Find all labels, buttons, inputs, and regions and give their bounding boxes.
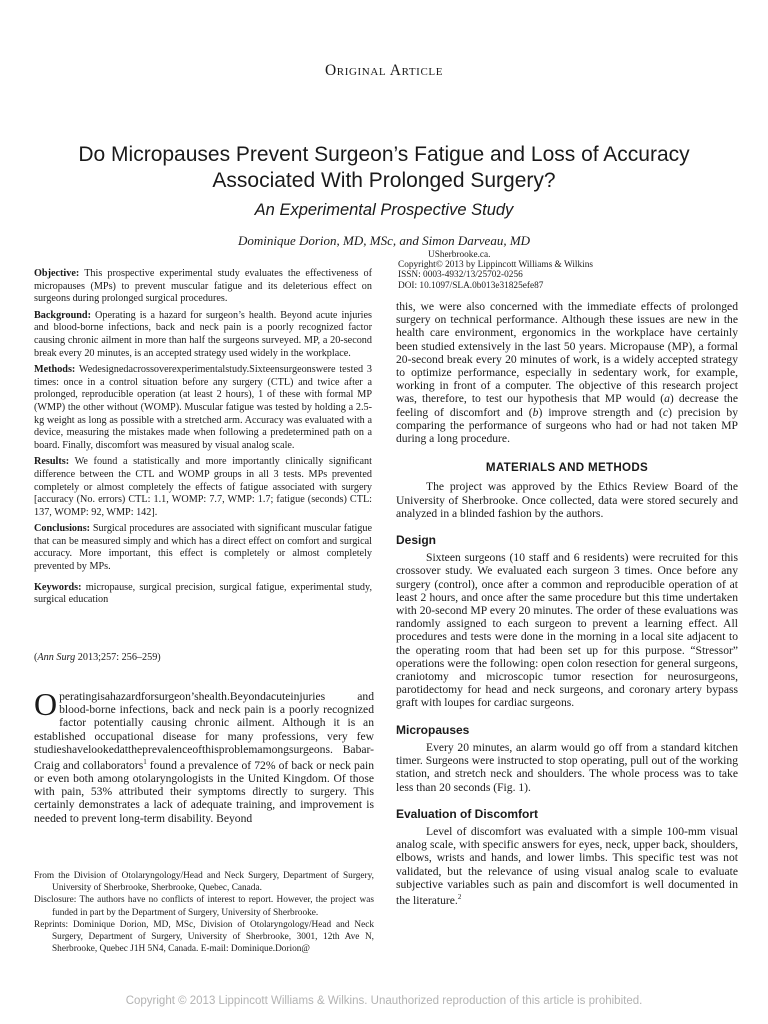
citation-journal: Ann Surg xyxy=(37,652,76,663)
article-title xyxy=(40,142,728,194)
email-continuation: USherbrooke.ca. xyxy=(428,250,491,260)
objective-text: This prospective experimental study evaluates the effectiveness of micropauses (MPs) to prevent muscular fatigue and its deleterious effect on surgeons during prolonged surgical procedures. xyxy=(34,268,372,305)
title-line-1: Do Micropauses Prevent Surgeon’s Fatigue and Loss of Accuracy xyxy=(78,143,690,166)
discomfort-ref: 2 xyxy=(457,892,462,901)
intro-ref-1: 1 xyxy=(143,758,147,767)
methods-text: Wedesignedacrossoverexperimentalstudy.Sixteensurgeonswere tested 3 times: once in a control situation before any surgery (CTL) and twice after a prolonged, reproducible operation (at least 2 hours), 1 of these with formal MP (WMP) the other without (WOMP). Muscular fatigue was tested by holding a 2.5-kg weight as long as possible with a stretched arm. Accuracy was evaluated with a device, measuring the mistakes made when following a predetermined path on a board. Finally, discomfort was measured by visual analog scale. xyxy=(34,364,372,451)
abstract-methods xyxy=(34,364,372,452)
keywords-text: micropause, surgical precision, surgical fatigue, experimental study, surgical education xyxy=(34,581,372,606)
footnote-affiliation: From the Division of Otolaryngology/Head and Neck Surgery, Department of Surgery, University of Sherbrooke, Sherbrooke, Quebec, Canada. xyxy=(34,871,374,894)
intro-cont-text-4: ) precision by comparing the performance of surgeons who had or had not taken MP during a long procedure. xyxy=(396,405,739,446)
intro-text-1: peratingisahazardforsurgeon’shealth.Beyondacuteinjuries and blood-borne infections, back and neck pain is a poorly recognized factor potentially causing chronic ailment. Although it is an established occupational disease for many professions, very few studieshavelookedattheprevalenceofthisproblemamongsurgeons. Babar-Craig and collaborators xyxy=(34,690,374,772)
results-text: We found a statistically and more importantly clinically significant difference between the CTL and WOMP groups in all 3 tests. MPs prevented completely or almost completely the effects of fatigue associated with surgery [accuracy (No. errors) CTL: 1.1, WOMP: 7.7, WMP: 1.7; fatigue (seconds) CTL: 137, WOMP: 92, WMP: 142]. xyxy=(34,456,372,518)
citation: (Ann Surg 2013;257: 256–259) xyxy=(34,652,161,663)
discomfort-text: Level of discomfort was evaluated with a simple 100-mm visual analog scale, with specific answers for eyes, neck, upper back, shoulders, elbows, wrists and hands, and lower limbs. This specific test was not validated, but the relevance of using visual analog scale to evaluate subjective variables such as pain and discomfort is well documented in the literature. xyxy=(396,824,738,907)
materials-text: The project was approved by the Ethics Review Board of the University of Sherbrooke. Once collected, data were stored securely and analyzed in a blinded fashion by the authors. xyxy=(396,480,738,520)
drop-cap: O xyxy=(34,686,58,722)
issn-line: ISSN: 0003-4932/13/25702-0256 xyxy=(398,270,523,281)
footnote-reprints: Reprints: Dominique Dorion, MD, MSc, Division of Otolaryngology/Head and Neck Surgery, Department of Surgery, University of Sherbrooke, 3001, 12th Ave N, Sherbrooke, Quebec J1H 5N4, Canada. E-mail: Dominique.Dorion@ xyxy=(34,919,374,955)
footnote-disclosure: Disclosure: The authors have no conflicts of interest to report. However, the project was funded in part by the Department of Surgery, University of Sherbrooke. xyxy=(34,895,374,918)
design-heading: Design xyxy=(396,533,437,548)
introduction xyxy=(34,686,374,825)
conclusions-text: Surgical procedures are associated with significant muscular fatigue that can be measured simply and which has a direct effect on comfort and surgical accuracy. More important, this effect is completely or almost completely prevented by MPs. xyxy=(34,523,373,573)
background-label: Background: xyxy=(34,309,91,321)
title-line-2: Associated With Prolonged Surgery? xyxy=(212,169,556,192)
background-text: Operating is a hazard for surgeon’s health. Beyond acute injuries and blood-borne infections, back and neck pain is a poorly recognized factor causing chronic ailment in more than half the surgeons surveyed. MP, a 20-second break every 20 minutes, is an accepted strategy used widely in the workplace. xyxy=(34,309,373,359)
footnotes xyxy=(34,870,374,955)
intro-continuation xyxy=(396,300,738,445)
abstract-conclusions xyxy=(34,523,372,573)
section-label: Original Article xyxy=(324,62,444,79)
right-column xyxy=(396,300,738,907)
copyright-line: Copyright© 2013 by Lippincott Williams & Wilkins xyxy=(398,260,594,271)
keywords-label: Keywords: xyxy=(34,581,82,593)
conclusions-label: Conclusions: xyxy=(34,523,91,535)
intro-text-2: found a prevalence of 72% of back or neck pain or even both among otolaryngologists in the United Kingdom. Of those with pain, 53% attributed their symptoms directly to surgery. This certainly demonstrates a lack of adequate training, and improvement is needed to prevent long-term disability. Beyond xyxy=(34,758,374,825)
discomfort-paragraph xyxy=(396,825,738,907)
discomfort-heading: Evaluation of Discomfort xyxy=(396,806,539,821)
copyright-notice: Copyright © 2013 Lippincott Williams & Wilkins. Unauthorized reproduction of this article is prohibited. xyxy=(125,995,643,1007)
abstract-background xyxy=(34,310,372,360)
abstract-objective xyxy=(34,268,372,306)
hyp-b: b xyxy=(532,405,539,419)
objective-label: Objective: xyxy=(34,268,80,279)
abstract xyxy=(34,268,372,611)
micropauses-text: Every 20 minutes, an alarm would go off from a standard kitchen timer. Surgeons were instructed to stop operating, pull out of the working station, and stretch neck and shoulders. The whole process was to take less than 20 seconds (Fig. 1). xyxy=(396,740,738,794)
design-text: Sixteen surgeons (10 staff and 6 residents) were recruited for this crossover study. We evaluated each surgeon 3 times. Once before any surgery (control), once after a common and reproducible operation of at least 2 hours, and once after the same procedure but this time undertaken with 20-second MP every 20 minutes. The order of these evaluations was randomly assigned to each surgeon to prevent a learning effect. All procedures and tests were done in the morning in a local site adjacent to the operating room that had been set up for this purpose. “Stressor” operations were the following: open colon resection for general surgeons, craniotomy and microscopic tumor resection for neurosurgeons, parotidectomy for head and neck surgeons, and coronary artery bypass graft with loupes for cardiac surgeons. xyxy=(396,551,738,710)
micropauses-heading: Micropauses xyxy=(396,722,470,737)
publication-info xyxy=(398,250,738,291)
doi-line: DOI: 10.1097/SLA.0b013e31825efe87 xyxy=(398,280,544,291)
hyp-a: a xyxy=(664,392,670,406)
intro-cont-text-2: ) decrease the feeling of discomfort and ( xyxy=(396,392,738,419)
intro-cont-text-1: this, we were also concerned with the immediate effects of prolonged surgery on technical performance. Although these issues are new in the health care environment, ergonomics in the workplace have certainly been studied extensively in the last 50 years. Micropause (MP), a formal 20-second break every 20 minutes of work, is a widely accepted strategy to optimize performance, especially in sedentary work, for example, working in front of a computer. The objective of this research project was, therefore, to test our hypothesis that MP would ( xyxy=(396,300,738,406)
abstract-results xyxy=(34,456,372,519)
citation-details: 2013;257: 256–259) xyxy=(75,652,161,663)
hyp-c: c xyxy=(662,405,669,419)
article-subtitle: An Experimental Prospective Study xyxy=(254,201,514,219)
results-label: Results: xyxy=(34,456,70,468)
authors: Dominique Dorion, MD, MSc, and Simon Darveau, MD xyxy=(237,233,531,248)
abstract-keywords xyxy=(34,582,372,607)
intro-cont-text-3: ) improve strength and ( xyxy=(538,405,663,419)
methods-label: Methods: xyxy=(34,364,76,376)
materials-heading: MATERIALS AND METHODS xyxy=(485,461,649,475)
